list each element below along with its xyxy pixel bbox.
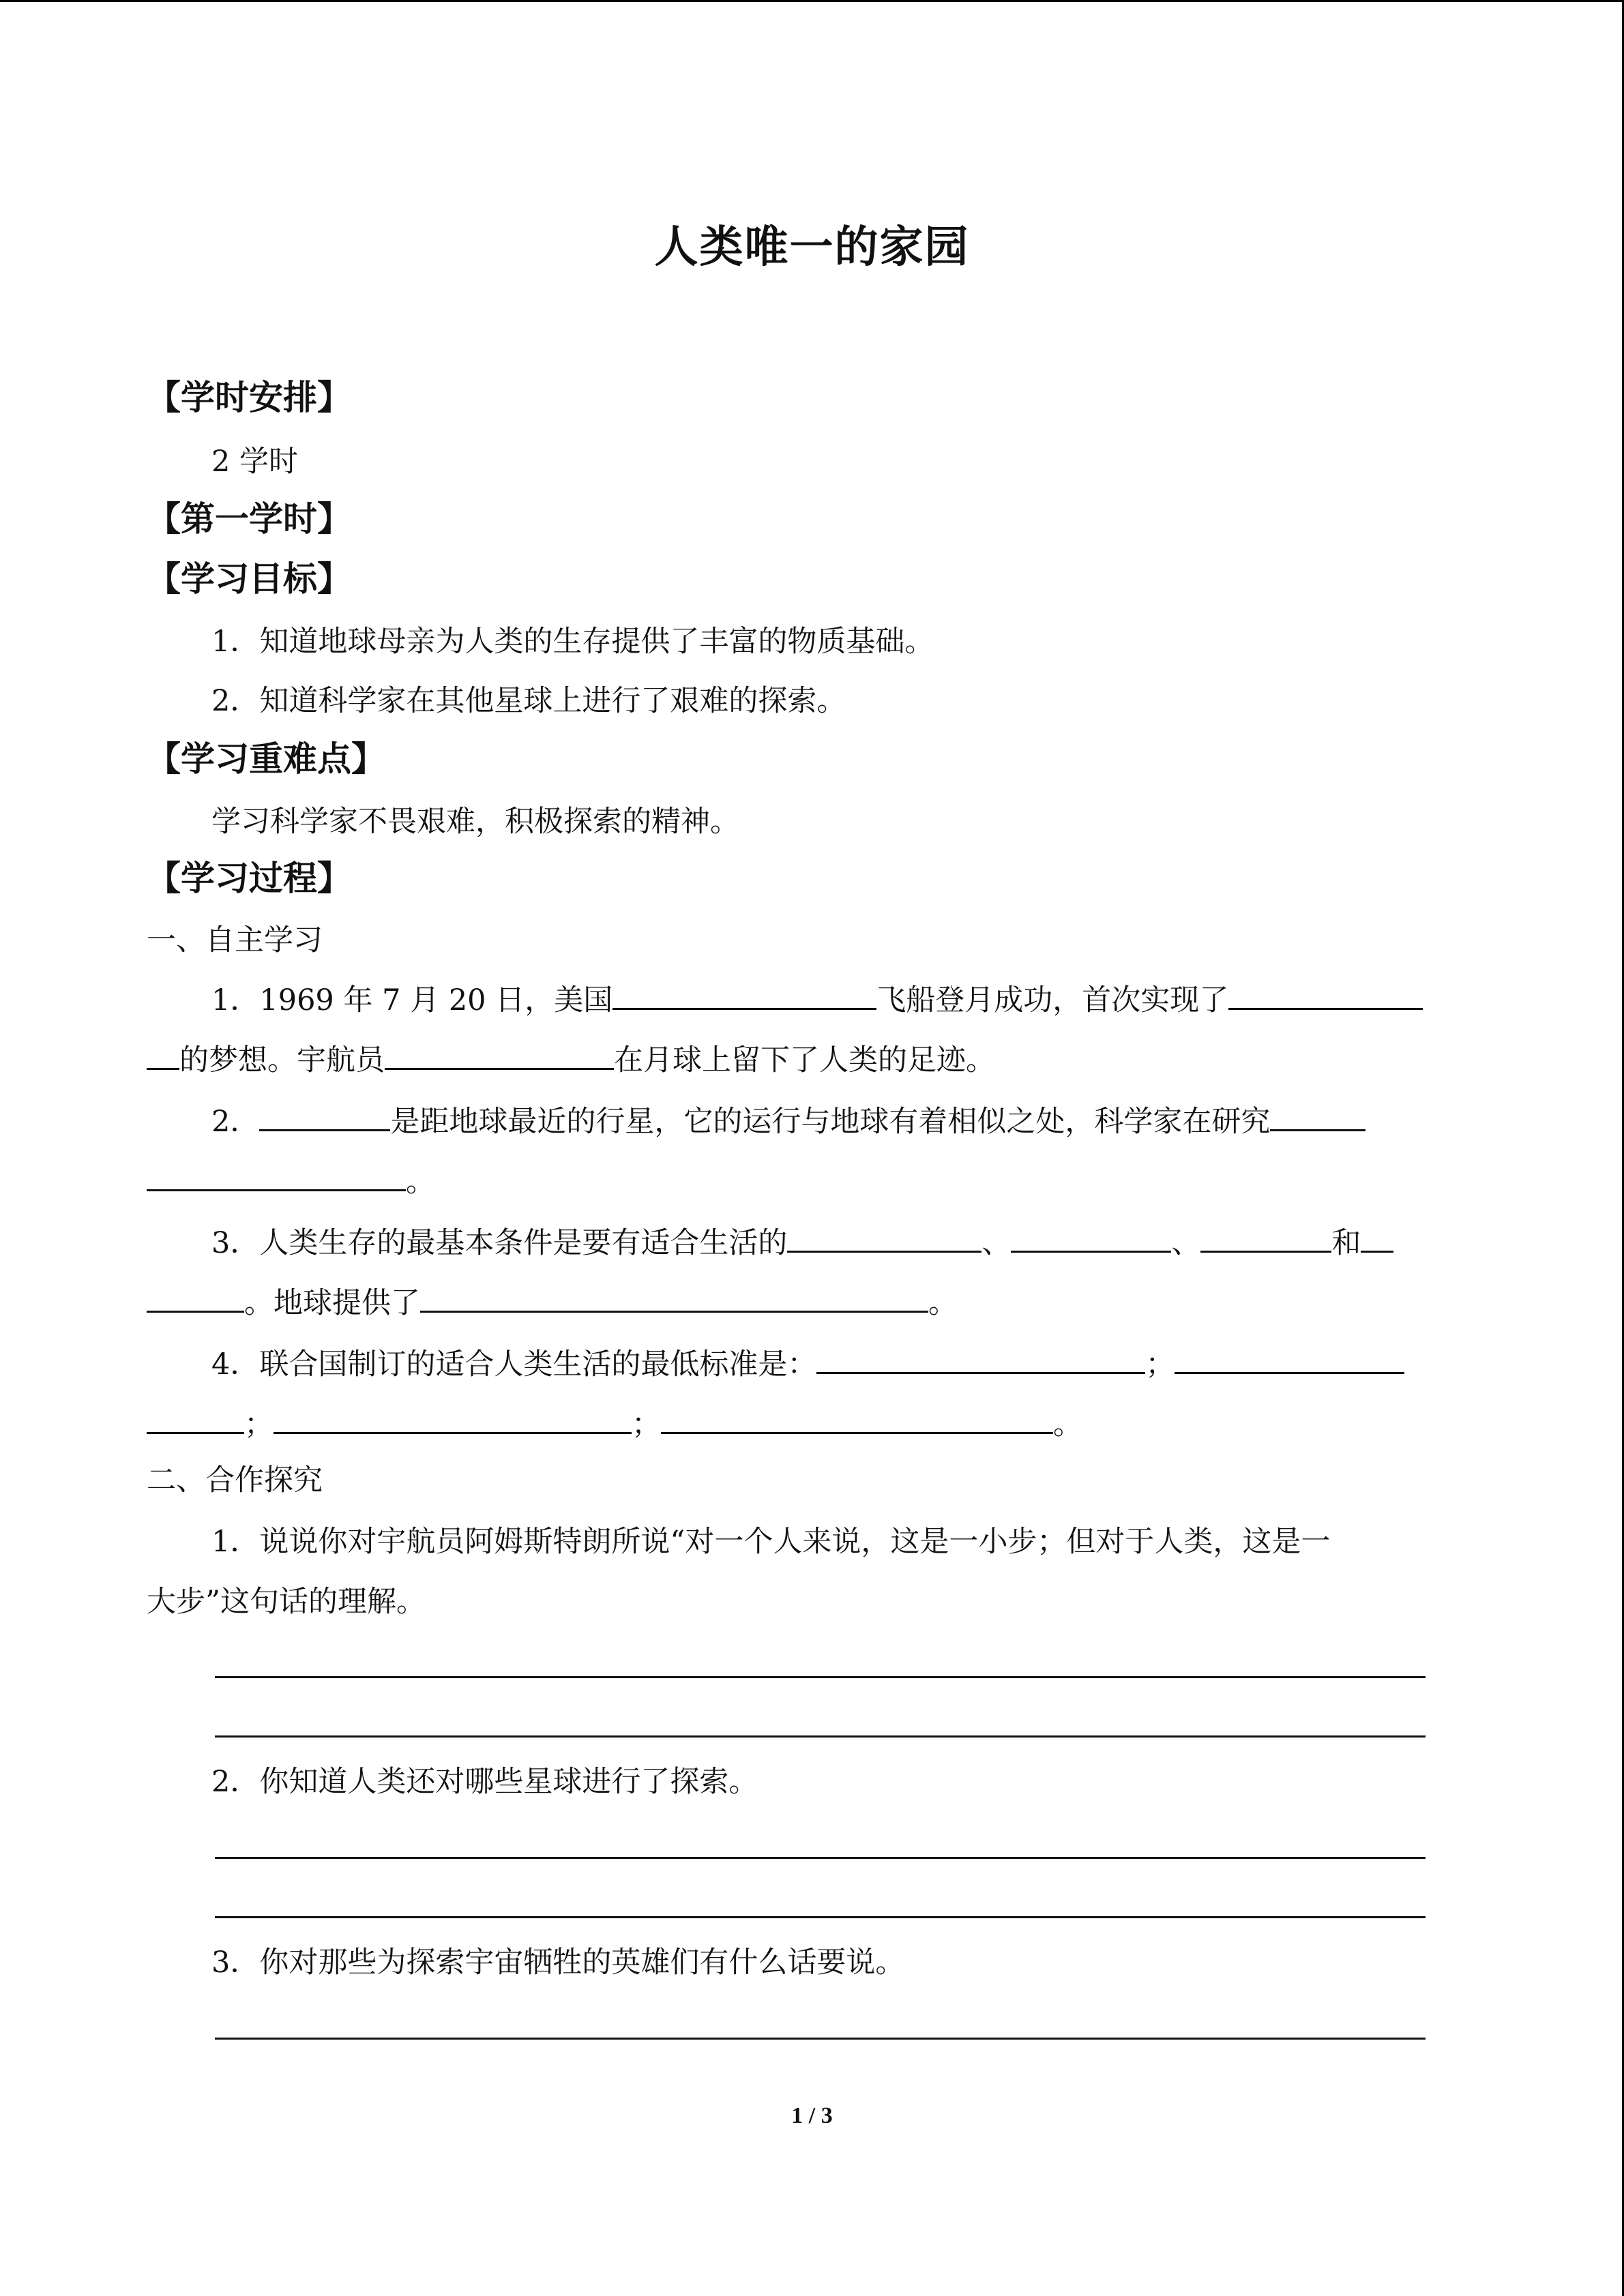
q4-end: 。 bbox=[1053, 1407, 1082, 1442]
q3-blank-3[interactable] bbox=[1200, 1219, 1331, 1253]
q2-text-c: 。 bbox=[406, 1165, 435, 1199]
q4-blank-4[interactable] bbox=[661, 1401, 1053, 1434]
part1-q3-line2 bbox=[147, 1276, 958, 1330]
q1-blank-spacecraft[interactable] bbox=[612, 976, 876, 1010]
part1-q1-line1 bbox=[211, 973, 1423, 1028]
part1-q2-line1 bbox=[211, 1094, 1365, 1149]
part1-q3-line1 bbox=[211, 1216, 1393, 1270]
answer-line-q3-1[interactable] bbox=[215, 2038, 1426, 2040]
q4-blank-1[interactable] bbox=[816, 1341, 1145, 1374]
part2-q2: 2．你知道人类还对哪些星球进行了探索。 bbox=[211, 1765, 758, 1799]
heading-first-period: 【第一学时】 bbox=[147, 499, 351, 539]
answer-line-q2-2[interactable] bbox=[215, 1916, 1426, 1918]
q4-blank-3[interactable] bbox=[274, 1401, 632, 1434]
q2-text-b: 是距地球最近的行星，它的运行与地球有着相似之处，科学家在研究 bbox=[390, 1105, 1271, 1139]
q1-text-a: 1．1969 年 7 月 20 日，美国 bbox=[211, 983, 613, 1017]
q1-text-b: 飞船登月成功，首次实现了 bbox=[876, 983, 1229, 1017]
q1-text-d: 在月球上留下了人类的足迹。 bbox=[614, 1043, 995, 1077]
q4-sep-3: ； bbox=[632, 1407, 661, 1442]
q3-text-b: 。地球提供了 bbox=[244, 1286, 420, 1320]
q3-sep2: 、 bbox=[1171, 1226, 1201, 1260]
part1-q2-line2 bbox=[147, 1154, 435, 1209]
q1-blank-astronaut[interactable] bbox=[385, 1037, 614, 1070]
q2-blank-research-part2[interactable] bbox=[147, 1158, 406, 1191]
q3-text-c: 。 bbox=[928, 1286, 958, 1320]
q3-blank-4-part2[interactable] bbox=[147, 1279, 244, 1313]
heading-process: 【学习过程】 bbox=[147, 859, 351, 898]
q1-text-c: 的梦想。宇航员 bbox=[179, 1043, 385, 1077]
q4-blank-2-part2[interactable] bbox=[147, 1401, 244, 1434]
q4-blank-2-part1[interactable] bbox=[1175, 1341, 1404, 1374]
part2-q3: 3．你对那些为探索宇宙牺牲的英雄们有什么话要说。 bbox=[211, 1945, 905, 1980]
page-title: 人类唯一的家园 bbox=[654, 222, 970, 273]
part1-q4-line2 bbox=[147, 1397, 1082, 1452]
answer-line-q2-1[interactable] bbox=[215, 1857, 1426, 1859]
page-number: 1 / 3 bbox=[791, 2103, 833, 2128]
part1-q1-line2 bbox=[147, 1033, 995, 1088]
answer-line-q1-1[interactable] bbox=[215, 1676, 1426, 1678]
heading-key-points: 【学习重难点】 bbox=[147, 739, 385, 779]
q2-text-a: 2． bbox=[211, 1105, 260, 1139]
part2-q1-line1: 1．说说你对宇航员阿姆斯特朗所说“对一个人来说，这是一小步；但对于人类，这是一 bbox=[211, 1525, 1331, 1559]
q3-blank-2[interactable] bbox=[1011, 1219, 1171, 1253]
q4-sep-2: ； bbox=[244, 1407, 274, 1442]
q3-blank-1[interactable] bbox=[787, 1219, 981, 1253]
part2-title: 二、合作探究 bbox=[147, 1463, 323, 1497]
q3-blank-earth-provides[interactable] bbox=[420, 1279, 928, 1313]
q3-blank-4-part1[interactable] bbox=[1361, 1219, 1393, 1253]
q1-blank-dream-part1[interactable] bbox=[1228, 976, 1423, 1010]
schedule-content: 2 学时 bbox=[211, 445, 299, 479]
key-points-content: 学习科学家不畏艰难，积极探索的精神。 bbox=[211, 805, 739, 839]
q4-sep-1: ； bbox=[1145, 1347, 1175, 1382]
part1-q4-line1 bbox=[211, 1337, 1404, 1392]
answer-line-q1-2[interactable] bbox=[215, 1735, 1426, 1738]
q4-text-a: 4．联合国制订的适合人类生活的最低标准是： bbox=[211, 1347, 817, 1382]
heading-schedule: 【学时安排】 bbox=[147, 378, 351, 417]
part2-q1-line2: 大步”这句话的理解。 bbox=[147, 1585, 426, 1619]
part1-title: 一、自主学习 bbox=[147, 923, 323, 957]
heading-objectives: 【学习目标】 bbox=[147, 559, 351, 599]
q3-and: 和 bbox=[1331, 1226, 1361, 1260]
q3-text-a: 3．人类生存的最基本条件是要有适合生活的 bbox=[211, 1226, 788, 1260]
q2-blank-research-part1[interactable] bbox=[1270, 1098, 1365, 1131]
objective-item-1: 1．知道地球母亲为人类的生存提供了丰富的物质基础。 bbox=[211, 625, 934, 659]
q1-blank-dream-part2[interactable] bbox=[147, 1037, 179, 1070]
objective-item-2: 2．知道科学家在其他星球上进行了艰难的探索。 bbox=[211, 684, 846, 718]
q3-sep1: 、 bbox=[981, 1226, 1012, 1260]
q2-blank-planet[interactable] bbox=[259, 1098, 390, 1131]
